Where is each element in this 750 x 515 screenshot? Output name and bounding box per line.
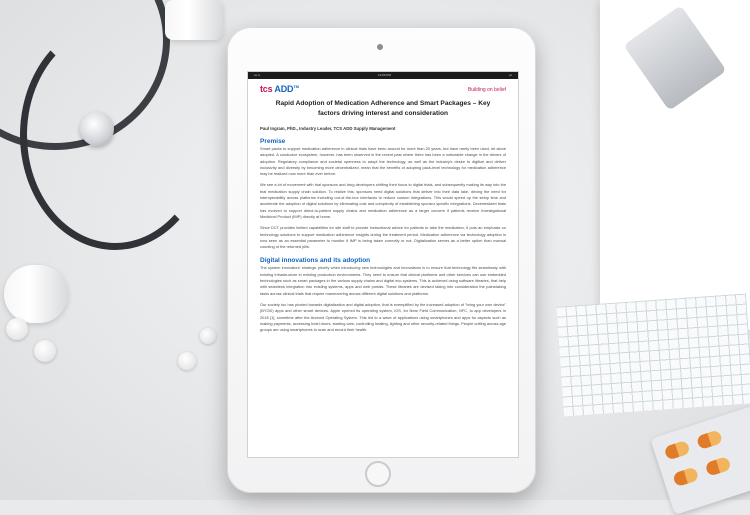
status-signal: ▪▪▪ ▪▪: [254, 73, 261, 77]
section-heading: Premise: [260, 138, 286, 145]
status-time: 12:00 PM: [378, 73, 391, 77]
paragraph: Since DCT provides limited capabilities for site staff to provide instructional advice for patients to take the medication, it puts an emphasis on technology solutions to support medication adherence insights during the treatment period. Medication adherence via technology adoption is now seen as an essential parameter to monitor if IMP is being taken correctly or not. Digitalization serves as a better option than manual counting of the returned pills.: [260, 225, 506, 250]
pill: [178, 352, 196, 370]
tagline: Building on belief: [467, 87, 506, 93]
document-header: [260, 84, 506, 94]
status-battery: ▪▪▪: [508, 73, 512, 77]
medicine-bottle-cap: [4, 265, 68, 323]
medicine-bottle: [165, 0, 223, 40]
document-page: [248, 79, 518, 333]
pill: [6, 318, 28, 340]
home-button[interactable]: [365, 461, 391, 487]
tablet-screen[interactable]: [247, 71, 519, 458]
section-heading: Digital innovations and its adoption: [260, 257, 371, 265]
tablet-device: [227, 27, 536, 493]
stethoscope-tube: [20, 20, 210, 250]
status-bar: [248, 72, 518, 79]
ecg-chart-paper: [556, 294, 750, 417]
paragraph: Our society too has pivoted towards digitalization and digital adoption, that is exemplified by the increased adoption of "bring your own device" (BYOD) apps and other smart devices. Apple opened its operating system, iOS, for Near Field Communication, NFC, to app developers in 2018 [1], sometime after the Android Operating System. This led to a wave of applications using smartphones and apps for aspects such as making payments, accessing hotel doors, starting cars, controlling heating, lighting and other security-related things. People cutting across age groups are using smartphones to scan and record their health.: [260, 301, 506, 333]
paragraph: The system innovators' strategic priority when introducing new technologies and innovations is to ensure that technology fits seamlessly with existing infrastructure in existing production environments. They need to ensure that clinical platforms and other services can use embedded technologies such as smart packages in the various supply chains and digital eco-systems. This is achieved using software libraries, that help with seamless integration into existing systems, apps and web portals. These libraries are devised taking into consideration the painstaking tasks across clinical trials that require maneuvering across different digital solutions and platforms.: [260, 265, 506, 296]
pill-blister-pack: [650, 405, 750, 515]
paragraph: Smart packs to support medication adherence in clinical trials have been around for more than 20 years, but have rarely been used, let alone adopted. A conducive ecosystem, however, has been observed in the recent past where there has been a noticeable change in the drivers of adoption. Regulatory compliance and societal openness to adopt the technology, as well as the industry's desire to digitize and deliver inclusivity and diversity by becoming more decentralized, mean that the benefits of adopting pack-level technology for medication adherence may be realized now more than ever before.: [260, 146, 506, 177]
stethoscope-chest-piece: [80, 112, 114, 146]
section-digital-innovations: [260, 257, 506, 333]
document-author: Paul Ingram, PhD., Industry Leader, TCS ADD Supply Management: [260, 126, 396, 131]
document-title: Rapid Adoption of Medication Adherence and Smart Packages – Key factors driving interest and consideration: [275, 100, 491, 117]
tcs-add-logo: tcs ADD™: [260, 84, 299, 94]
section-premise: [260, 138, 506, 250]
pill: [200, 328, 216, 344]
front-camera: [377, 44, 383, 50]
paragraph: We see a lot of movement with trial sponsors and drug developers shifting their focus to digital trials, and subsequently making its way into the trial medication supply chain solution. To realize this, sponsors need digital solutions that deliver into their data lake, driving the need for interoperability across platforms including out-of-the-box interfaces to reduce custom integrations. This would speed up the setup time and accelerate the adoption of digital solutions by eliminating cost and complexity of establishing sponsor specific integrations. Decentralized trials has evolved to support direct-to-patient supply chains and medication adherence as a larger concern if patients receive Investigational Medicinal Product (IMP) directly at home.: [260, 182, 506, 219]
pill: [34, 340, 56, 362]
